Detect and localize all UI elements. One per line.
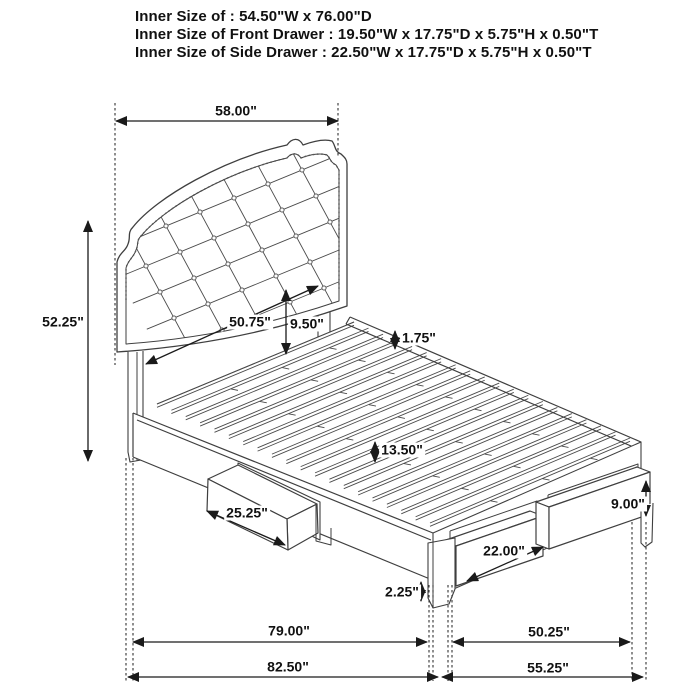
bed-base-drawing <box>133 313 653 608</box>
note-line-overall-inner-size: Inner Size of : 54.50"W x 76.00"D <box>135 8 372 25</box>
dim-label-foot-width-overall: 55.25" <box>527 659 569 676</box>
front-leg <box>428 538 455 608</box>
dim-label-side-length-overall: 82.50" <box>267 658 309 675</box>
dim-label-deck-height: 13.50" <box>381 441 423 458</box>
dim-label-front-drawer-width: 22.00" <box>483 542 525 559</box>
dim-label-headboard-panel-width: 50.75" <box>229 313 271 330</box>
note-line-front-drawer-size: Inner Size of Front Drawer : 19.50"W x 17.75"D x 5.75"H x 0.50"T <box>135 26 599 43</box>
dim-label-rail-lip: 1.75" <box>402 329 436 346</box>
note-line-side-drawer-size: Inner Size of Side Drawer : 22.50"W x 17.75"D x 5.75"H x 0.50"T <box>135 44 592 61</box>
dim-label-side-length-inner: 79.00" <box>268 622 310 639</box>
dim-label-headboard-width: 58.00" <box>215 102 257 119</box>
dim-label-leg-foot-height: 2.25" <box>385 583 419 600</box>
dim-label-side-drawer-width: 25.25" <box>226 504 268 521</box>
dim-label-drawer-front-height: 9.00" <box>611 495 645 512</box>
dim-label-headboard-to-deck: 9.50" <box>290 315 324 332</box>
dim-label-foot-width-inner: 50.25" <box>528 623 570 640</box>
dim-label-overall-height: 52.25" <box>42 313 84 330</box>
